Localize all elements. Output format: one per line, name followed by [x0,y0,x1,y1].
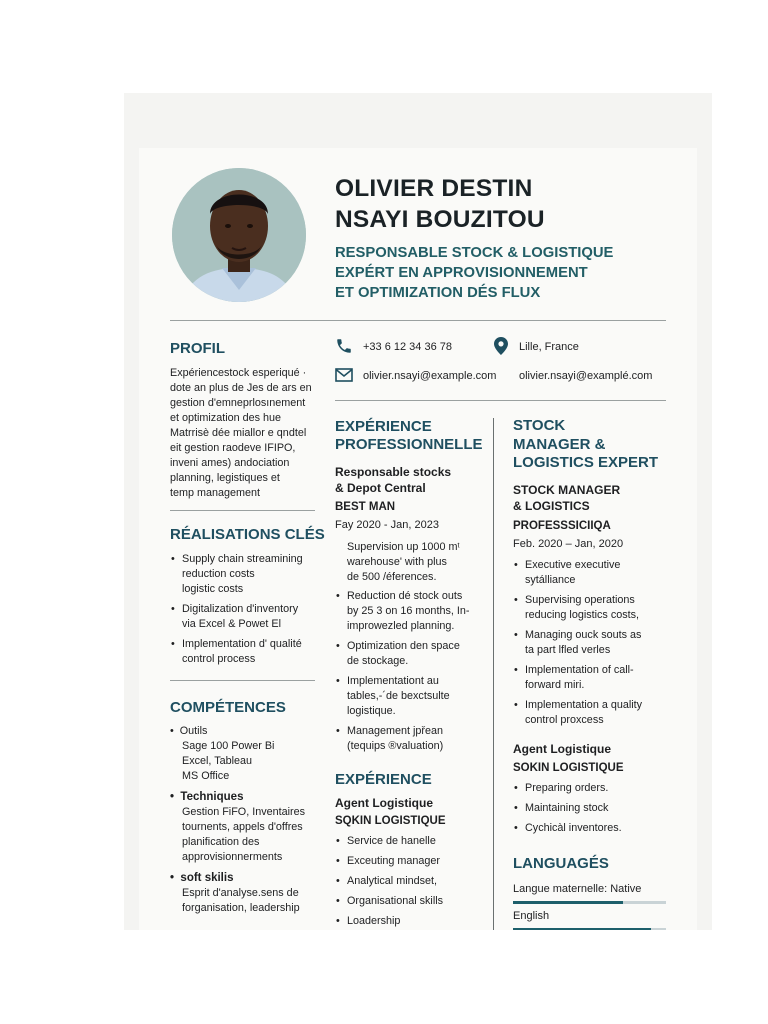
list-item: • Reduction dé stock outs by 25 3 on 16 months, In- improwezled planning. [335,589,490,634]
job-headline [335,243,675,303]
left-divider-2 [170,680,315,681]
profil-text [170,366,330,501]
list-item: • Supply chain streamining reduction costs logistic costs [170,552,330,597]
name-line-2: NSAYI BOUZITOU [335,206,545,233]
company-name: SQKIN LOGISTIQUE [335,815,446,827]
profil-line: inveni ames) andociation [170,457,290,469]
skill-group-label: Outils [179,725,208,737]
right-heading: STOCK MANAGER & LOGISTICS EXPERT [513,417,659,471]
profil-line: Matrrisè dée miallor e qndtel [170,427,307,439]
language-bar [513,901,666,904]
language-bar [513,928,666,930]
competences-list [170,724,335,922]
profil-line: temp management [170,487,261,499]
list-item: • Implementation of call- forward miri. [513,663,673,693]
header-divider [170,320,666,321]
profil-line: planning, legistiques et [170,472,280,484]
skill-group: • Techniques Gestion FiFO, Inventaires tournents, appels d'offres planification des approvisionnerments [170,791,306,863]
list-item: • Loadership [335,914,490,929]
profil-line: gestion d'emneprlosınement [170,397,306,409]
skill-group-label: Techniques [180,791,244,803]
job-title: STOCK MANAGER & LOGISTICS [513,483,621,513]
profil-line: dote an plus de Jes de ars en [170,382,312,394]
list-item: • Managing ouck souts as ta part lfled verles [513,628,673,658]
list-item: • Digitalization d'inventory via Excel & Powet El [170,602,330,632]
skill-group-label: soft skilis [180,872,234,884]
job-title: Agent Logistique [513,742,611,756]
company-name: PROFESSSICIIQA [513,520,611,532]
job-bullets [513,558,673,733]
list-item: • Organisational skills [335,894,490,909]
list-item: • Service de hanelle [335,834,490,849]
list-item: • Maintaining stock [513,801,673,816]
language-label: English [513,910,550,922]
job-title: Responsable stocks & Depot Central [335,465,452,495]
profil-heading: PROFIL [170,340,225,357]
list-item: • Cychicàl inventores. [513,821,673,836]
realisations-list [170,552,330,672]
skill-group: • soft skilis Esprit d'analyse.sens de forganisation, leadership [170,872,300,914]
headline-line-1: RESPONSABLE STOCK & LOGISTIQUE [335,245,614,261]
candidate-name [335,173,675,235]
phone-text: +33 6 12 34 36 78 [363,341,452,353]
job-lead: Supervision up 1000 mᵗ warehouse' with plus de 500 /éferences. [347,541,460,583]
list-item: • Implementationt au tables,-´de bexctsulte logistique. [335,674,490,719]
company-name: SOKIN LOGISTIQUE [513,762,624,774]
list-item: • Optimization den space de stockage. [335,639,490,669]
competences-heading: COMPÉTENCES [170,699,286,716]
profil-line: Expériencestock esperiqué · [170,367,307,379]
email-text[interactable]: olivier.nsayi@example.com [363,370,497,382]
list-item: • Implementation d' qualité control process [170,637,330,667]
resume-sheet [139,148,697,930]
email-text-secondary[interactable]: olivier.nsayi@examplé.com [519,370,653,382]
experience-pro-heading: EXPÉRIENCE PROFESSIONNELLE [335,418,483,453]
job-dates: Feb. 2020 – Jan, 2020 [513,538,624,550]
list-item: • Analytical mindset, [335,874,490,889]
profile-photo [172,168,306,302]
experience-heading: EXPÉRIENCE [335,771,432,788]
realisations-heading: RÉALISATIONS CLÉS [170,526,325,543]
job-bullets [335,834,490,930]
language-label: Langue maternelle: Native [513,883,642,895]
location-text: Lille, France [519,341,579,353]
list-item: • Exceuting manager [335,854,490,869]
language-bar-fill [513,901,623,904]
list-item: • Supervising operations reducing logistics costs, [513,593,673,623]
map-pin-icon [494,337,508,360]
job-bullets [335,589,490,759]
envelope-icon [335,368,353,387]
languages-heading: LANGUAGÉS [513,855,609,872]
language-bar-fill [513,928,651,930]
company-name: BEST MAN [335,501,396,513]
job-bullets [513,781,673,841]
list-item: • Management jpřean (tequips ®valuation) [335,724,490,754]
headline-line-2: EXPÉRT EN APPROVISIONNEMENT [335,265,588,281]
phone-icon [335,337,353,360]
list-item: • Preparing orders. [513,781,673,796]
contact-divider [335,400,666,401]
profil-line: et optimization des hue [170,412,282,424]
job-dates: Fay 2020 - Jan, 2023 [335,519,439,531]
list-item: • Implementation a quality control proxcess [513,698,673,728]
skill-group: • Outils Sage 100 Power Bi Excel, Tableau MS Office [170,725,275,782]
name-line-1: OLIVIER DESTIN [335,175,533,202]
headline-line-3: ET OPTIMIZATION DÉS FLUX [335,285,541,301]
column-divider [493,418,494,930]
left-divider-1 [170,510,315,511]
list-item: • Executive executive sytálliance [513,558,673,588]
profil-line: eit gestion raodeve IFIPO, [170,442,296,454]
job-title: Agent Logistique [335,796,433,810]
